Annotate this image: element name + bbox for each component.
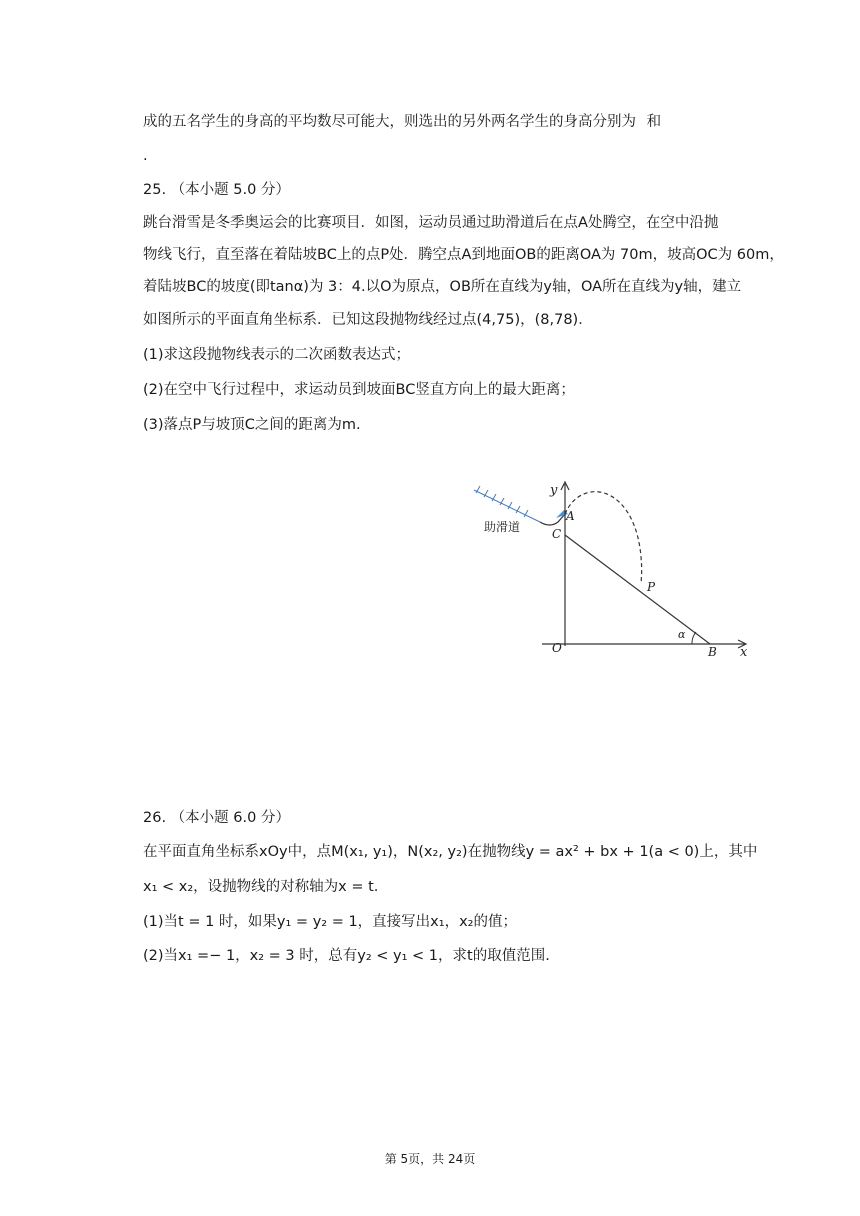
label-y: y	[550, 483, 558, 498]
q25-line4: 如图所示的平面直角坐标系．已知这段抛物线经过点(4,75)，(8,78)．	[143, 312, 593, 328]
q25-subq1: (1)求这段抛物线表示的二次函数表达式；	[143, 347, 411, 363]
label-p: P	[647, 580, 656, 594]
q24-and: 和	[646, 114, 662, 130]
label-alpha: α	[678, 628, 686, 641]
q26-line1: 在平面直角坐标系xOy中，点M(x₁, y₁)，N(x₂, y₂)在抛物线y = ax² + bx + 1(a < 0)上，其中	[143, 844, 758, 860]
q24-text: 成的五名学生的身高的平均数尽可能大，则选出的另外两名学生的身高分别为	[143, 114, 636, 130]
q25-header: 25. （本小题 5.0 分）	[143, 182, 290, 198]
angle-arc	[692, 632, 696, 644]
q25-line1: 跳台滑雪是冬季奥运会的比赛项目．如图，运动员通过助滑道后在点A处腾空，在空中沿抛	[143, 215, 719, 231]
q26-header: 26. （本小题 6.0 分）	[143, 810, 290, 826]
label-c: C	[552, 527, 562, 541]
q25-line2: 物线飞行，直至落在着陆坡BC上的点P处．腾空点A到地面OB的距离OA为 70m，坡高OC为 60m，	[143, 247, 784, 263]
ramp-label: 助滑道	[484, 520, 521, 534]
label-a: A	[566, 509, 575, 523]
q24-line1	[143, 112, 661, 132]
page-footer: 第 5页，共 24页	[384, 1152, 476, 1166]
ski-jump-figure	[470, 478, 760, 658]
q26-subq1: (1)当t = 1 时，如果y₁ = y₂ = 1，直接写出x₁，x₂的值；	[143, 914, 517, 930]
q26-subq2: (2)当x₁ =− 1，x₂ = 3 时，总有y₂ < y₁ < 1，求t的取值范围.	[143, 948, 550, 964]
q26-line2: x₁ < x₂，设抛物线的对称轴为x = t.	[143, 879, 379, 895]
label-o: O	[552, 641, 562, 655]
trajectory	[565, 492, 642, 583]
q25-line3: 着陆坡BC的坡度(即tanα)为 3：4.以O为原点，OB所在直线为y轴，OA所在直线为y轴，建立	[143, 279, 742, 295]
q24-line2: .	[143, 148, 148, 164]
ramp-hatch	[474, 486, 540, 522]
q25-subq2: (2)在空中飞行过程中，求运动员到坡面BC竖直方向上的最大距离；	[143, 382, 575, 398]
q25-subq3-unit: m.	[341, 417, 361, 433]
q25-subq3	[143, 415, 361, 435]
label-x: x	[740, 645, 748, 658]
q25-subq3-text: (3)落点P与坡顶C之间的距离为	[143, 417, 342, 433]
slope-bc	[565, 535, 710, 644]
label-b: B	[708, 645, 717, 658]
